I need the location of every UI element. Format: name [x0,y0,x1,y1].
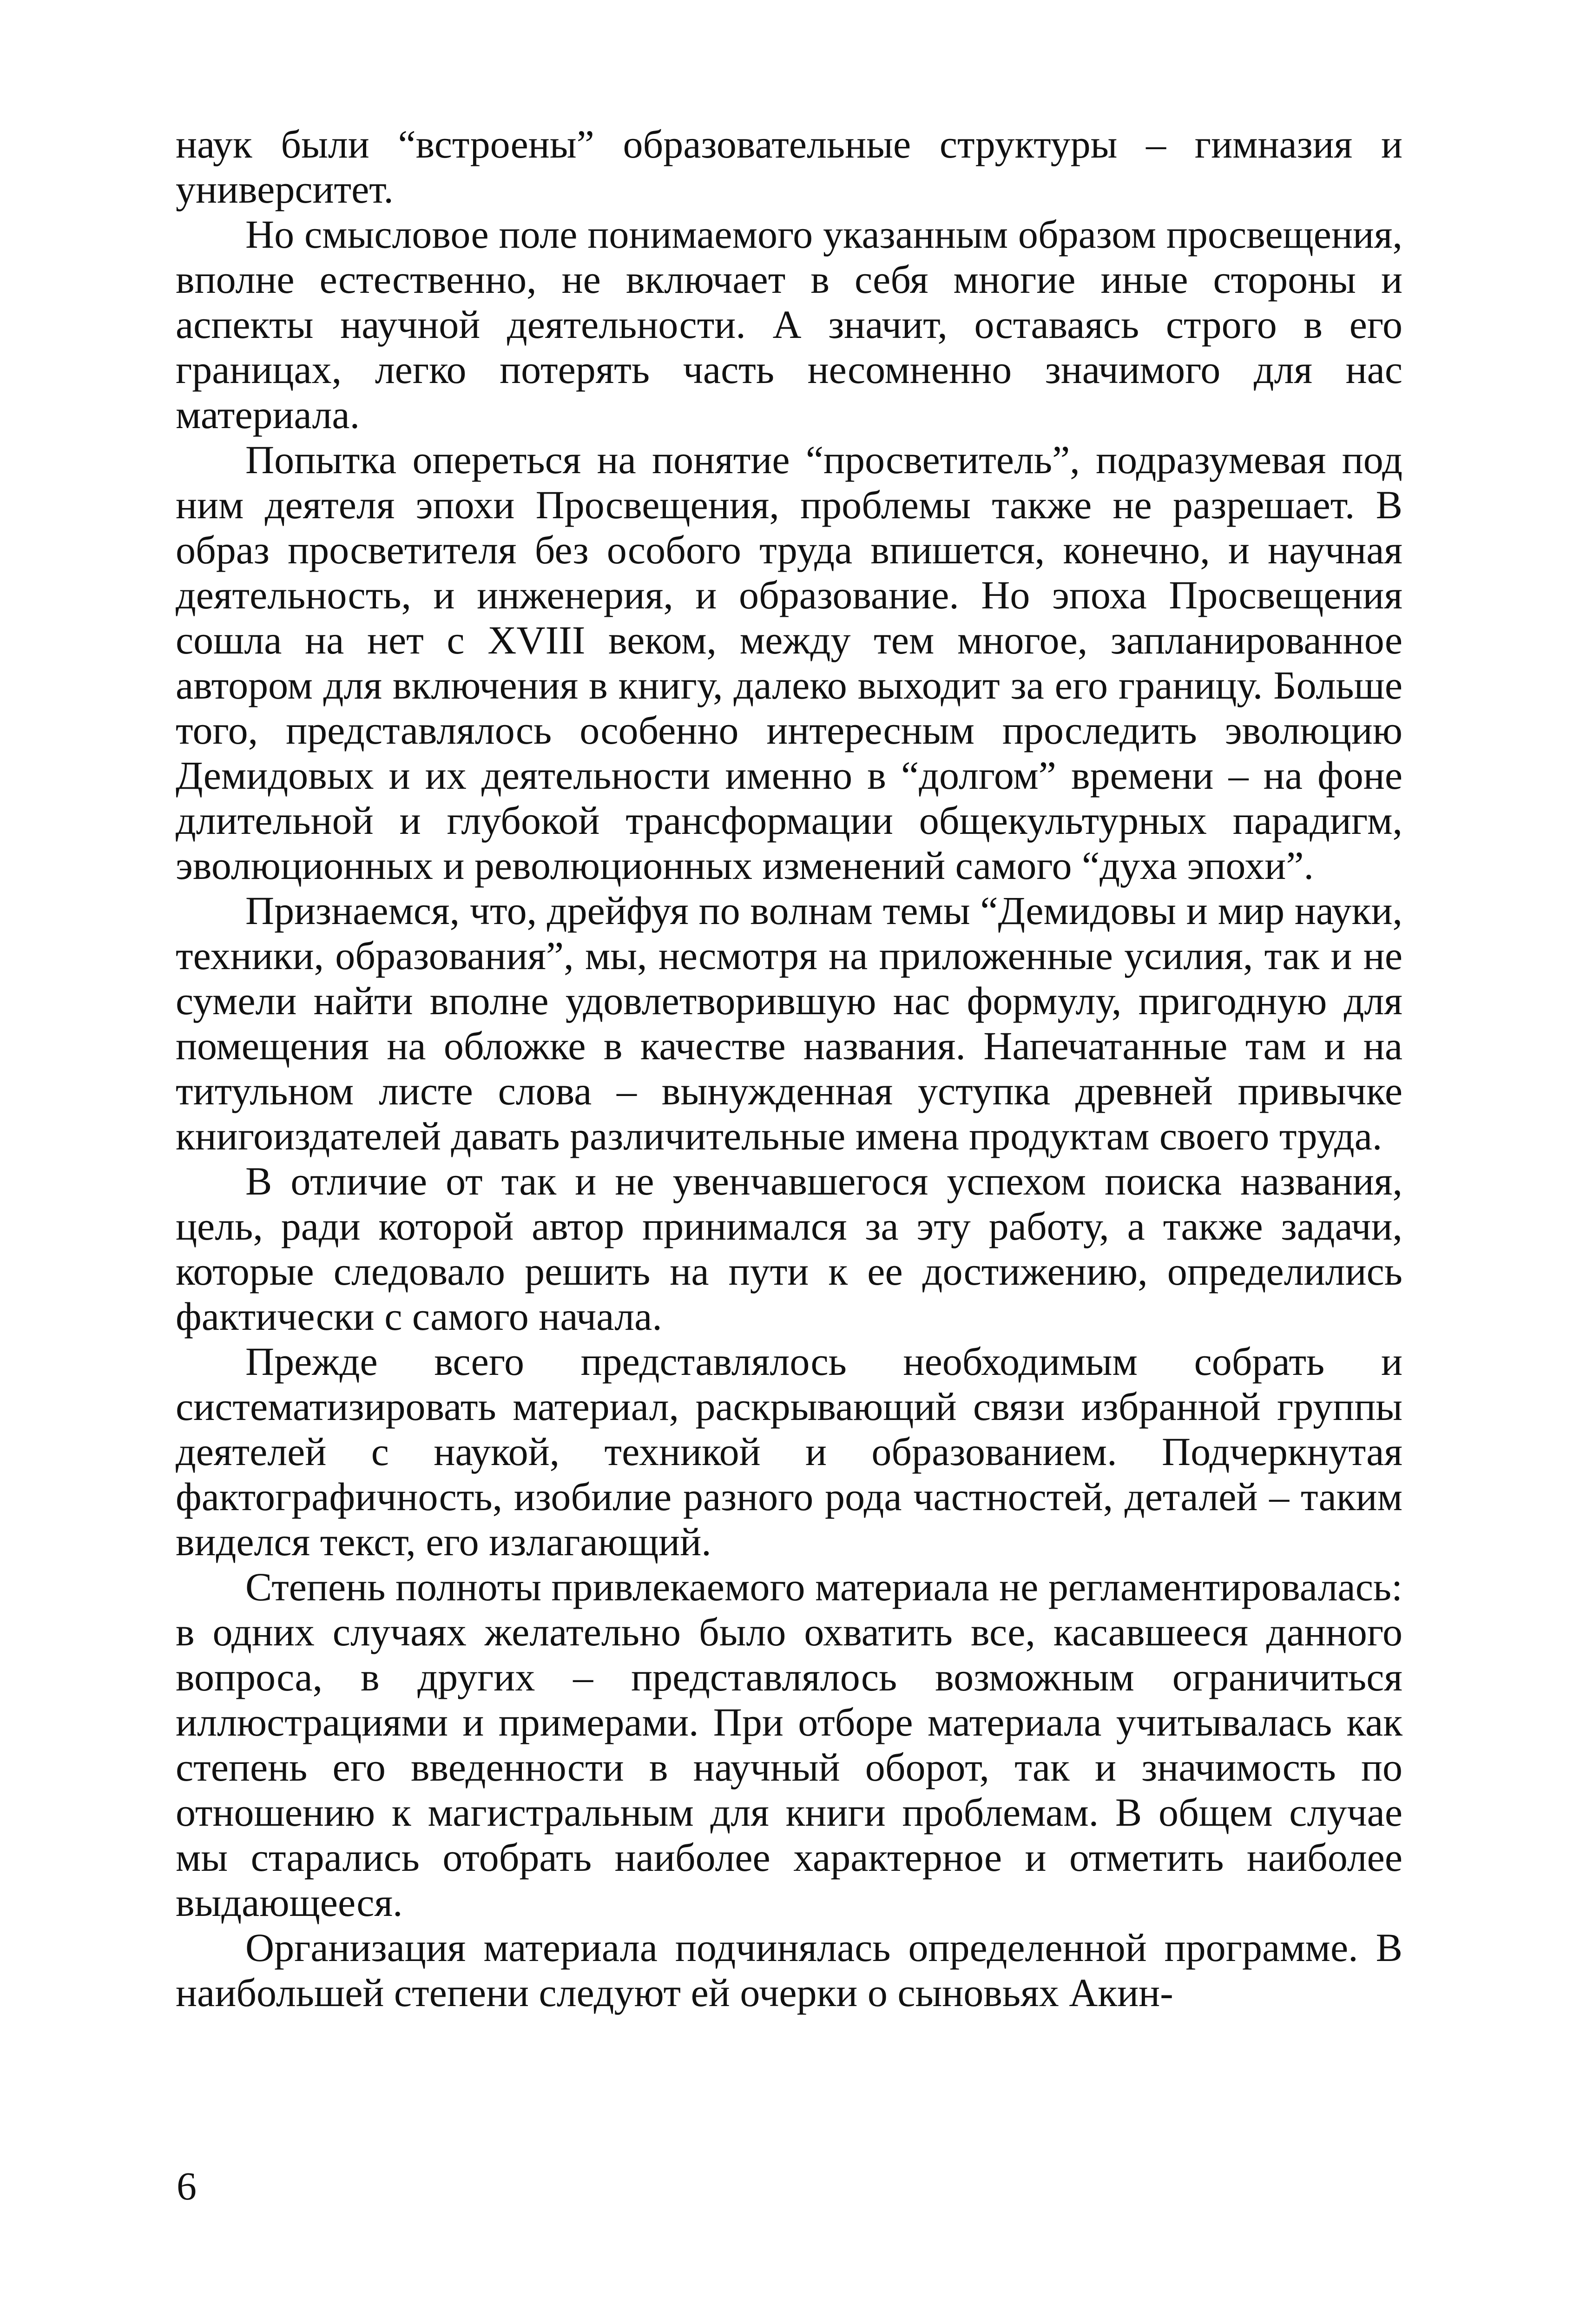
paragraph-7: Степень полноты привлекаемого материала не регламентировалась: в одних случаях желательно было охватить все, касавшееся данного вопроса, в других – представлялось возможным ограничиться иллюстрациями и примерами. При отборе материала учитывалась как степень его введенности в научный оборот, так и значимость по отношению к магистральным для книги проблемам. В общем случае мы старались отобрать наиболее характерное и отметить наиболее выдающееся. [176,1565,1402,1925]
paragraph-1: наук были “встроены” образовательные структуры – гимназия и университет. [176,122,1402,211]
paragraph-2: Но смысловое поле понимаемого указанным образом просвещения, вполне естественно, не включает в себя многие иные стороны и аспекты научной деятельности. А значит, оставаясь строго в его границах, легко потерять часть несомненно значимого для нас материала. [176,212,1402,437]
paragraph-3: Попытка опереться на понятие “просветитель”, подразумевая под ним деятеля эпохи Просвещения, проблемы также не разрешает. В образ просветителя без особого труда впишется, конечно, и научная деятельность, и инженерия, и образование. Но эпоха Просвещения сошла на нет с XVIII веком, между тем многое, запланированное автором для включения в книгу, далеко выходит за его границу. Больше того, представлялось особенно интересным проследить эволюцию Демидовых и их деятельности именно в “долгом” времени – на фоне длительной и глубокой трансформации общекультурных парадигм, эволюционных и революционных изменений самого “духа эпохи”. [176,437,1402,888]
body-text [176,122,1402,2015]
paragraph-8: Организация материала подчинялась определенной программе. В наибольшей степени следуют ей очерки о сыновьях Акин- [176,1925,1402,2015]
paragraph-4: Признаемся, что, дрейфуя по волнам темы “Демидовы и мир науки, техники, образования”, мы, несмотря на приложенные усилия, так и не сумели найти вполне удовлетворившую нас формулу, пригодную для помещения на обложке в качестве названия. Напечатанные там и на титульном листе слова – вынужденная уступка древней привычке книгоиздателей давать различительные имена продуктам своего труда. [176,888,1402,1158]
paragraph-5: В отличие от так и не увенчавшегося успехом поиска названия, цель, ради которой автор принимался за эту работу, а также задачи, которые следовало решить на пути к ее достижению, определились фактически с самого начала. [176,1159,1402,1339]
page-number: 6 [177,2164,197,2208]
paragraph-6: Прежде всего представлялось необходимым собрать и систематизировать материал, раскрывающий связи избранной группы деятелей с наукой, техникой и образованием. Подчеркнутая фактографичность, изобилие разного рода частностей, деталей – таким виделся текст, его излагающий. [176,1339,1402,1564]
